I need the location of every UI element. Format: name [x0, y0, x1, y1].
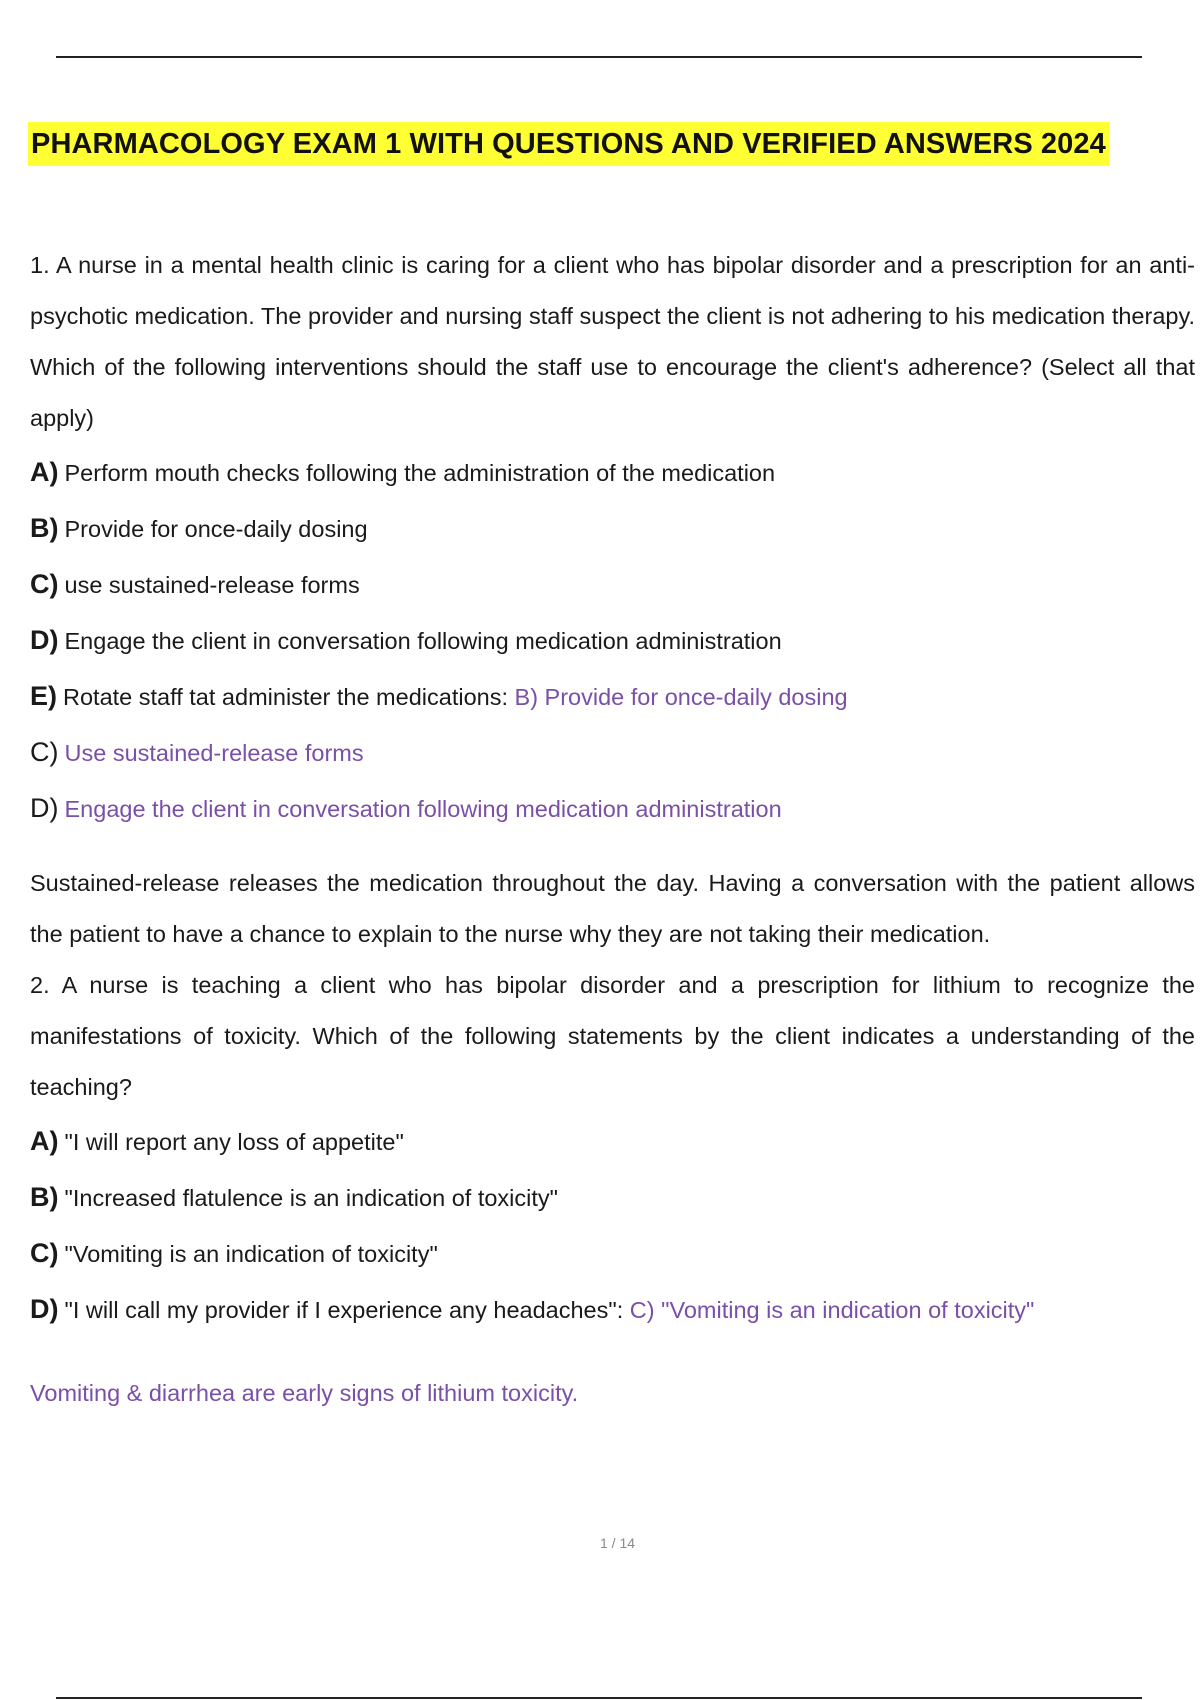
option-letter: A): [30, 1126, 59, 1156]
option-text: "Vomiting is an indication of toxicity": [64, 1241, 438, 1267]
option-letter: C): [30, 1238, 59, 1268]
option-letter: D): [30, 1294, 59, 1324]
q1-answer-c: [30, 724, 1195, 780]
question-1-stem: 1. A nurse in a mental health clinic is caring for a client who has bipolar disorder and a prescription for an anti-psychotic medication. The provider and nursing staff suspect the client is not adhering to his medication therapy. Which of the following interventions should the staff use to encourage the client's adherence? (Select all that apply): [30, 252, 1195, 431]
option-letter: C): [30, 569, 59, 599]
title-block: [28, 122, 1172, 166]
q1-option-c: [30, 556, 1195, 612]
page-title: PHARMACOLOGY EXAM 1 WITH QUESTIONS AND VERIFIED ANSWERS 2024: [28, 122, 1109, 166]
q2-option-a: [30, 1113, 1195, 1169]
answer-letter: C): [30, 737, 59, 767]
option-letter: B): [30, 513, 59, 543]
option-text: Engage the client in conversation following medication administration: [64, 628, 782, 654]
answer-letter: D): [30, 793, 59, 823]
option-text: use sustained-release forms: [64, 572, 360, 598]
q1-answer-d: [30, 780, 1195, 836]
option-letter: B): [30, 1182, 59, 1212]
option-letter: D): [30, 625, 59, 655]
question-1-rationale: Sustained-release releases the medication throughout the day. Having a conversation with the patient allows the patient to have a chance to explain to the nurse why they are not taking their medication.: [30, 870, 1195, 947]
answer-text: Engage the client in conversation following medication administration: [64, 796, 782, 822]
answer-text: Use sustained-release forms: [64, 740, 364, 766]
option-letter: E): [30, 681, 57, 711]
document-body: [30, 240, 1195, 1419]
q2-answer-c: C) "Vomiting is an indication of toxicity": [629, 1297, 1035, 1323]
option-text: "I will call my provider if I experience any headaches":: [64, 1297, 630, 1323]
q1-option-b: [30, 500, 1195, 556]
option-text: Perform mouth checks following the administration of the medication: [64, 460, 776, 486]
q1-option-d: [30, 612, 1195, 668]
q1-answer-b: B) Provide for once-daily dosing: [514, 684, 848, 710]
page-number: 1 / 14: [599, 1535, 636, 1551]
q2-option-c: [30, 1225, 1195, 1281]
option-letter: A): [30, 457, 59, 487]
q1-option-a: [30, 444, 1195, 500]
q2-option-b: [30, 1169, 1195, 1225]
option-text: "I will report any loss of appetite": [64, 1129, 404, 1155]
q1-option-e: [30, 668, 1195, 724]
top-rule: [56, 56, 1142, 58]
q2-option-d: [30, 1281, 1195, 1337]
option-text: Rotate staff tat administer the medications:: [63, 684, 515, 710]
option-text: "Increased flatulence is an indication of toxicity": [64, 1185, 558, 1211]
question-2-rationale: Vomiting & diarrhea are early signs of lithium toxicity.: [30, 1380, 579, 1406]
question-2-stem: 2. A nurse is teaching a client who has bipolar disorder and a prescription for lithium to recognize the manifestations of toxicity. Which of the following statements by the client indicates a understanding of the teaching?: [30, 972, 1195, 1100]
bottom-rule: [56, 1697, 1142, 1699]
option-text: Provide for once-daily dosing: [64, 516, 368, 542]
